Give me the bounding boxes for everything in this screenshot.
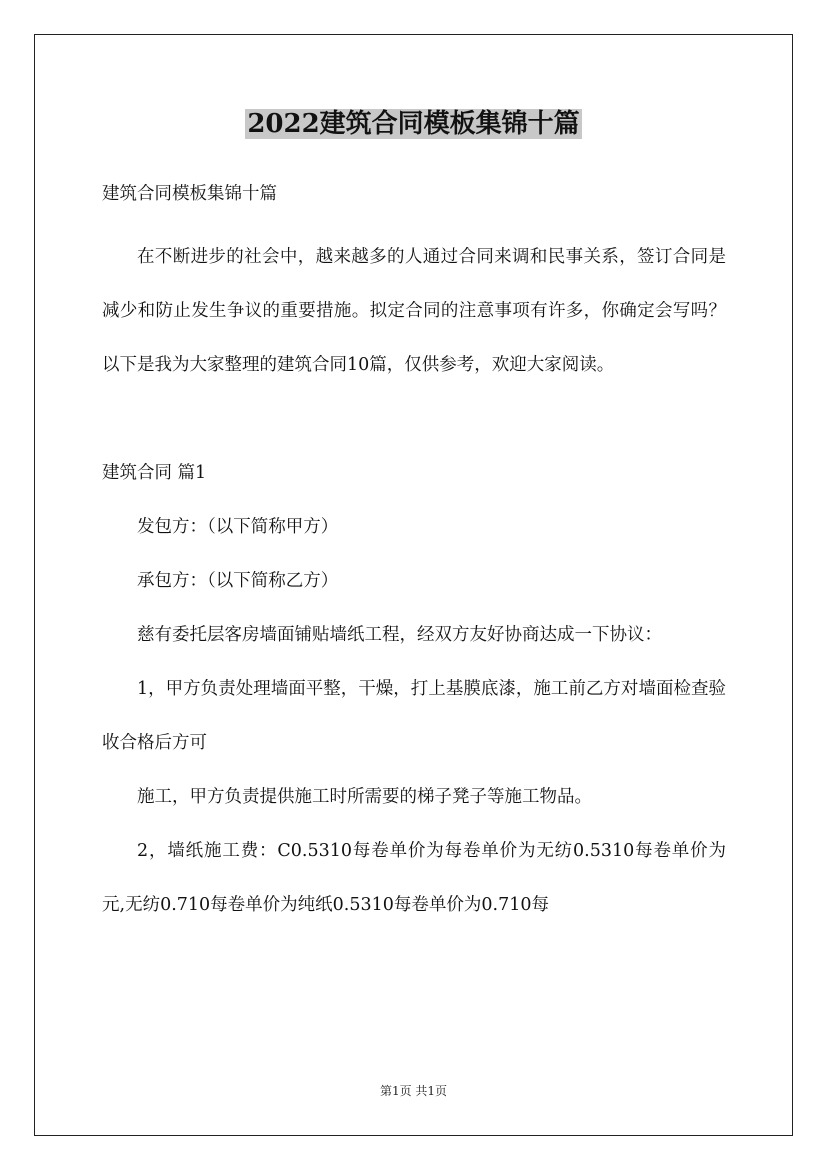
page-number-footer: 第1页 共1页	[379, 1084, 448, 1098]
party-a-line: 发包方：（以下简称甲方）	[137, 517, 339, 537]
document-subtitle: 建筑合同模板集锦十篇	[102, 184, 277, 204]
clause-1-paragraph: 1，甲方负责处理墙面平整，干燥，打上基膜底漆，施工前乙方对墙面检查验收合格后方可	[102, 679, 726, 753]
document-title: 2022建筑合同模板集锦十篇	[247, 109, 580, 139]
clause-2-paragraph: 2，墙纸施工费：C0.5310每卷单价为每卷单价为无纺0.5310每卷单价为元,无纺0.710每卷单价为纯纸0.5310每卷单价为0.710每	[102, 841, 726, 915]
document-body	[102, 178, 726, 932]
intro-paragraph: 在不断进步的社会中，越来越多的人通过合同来调和民事关系，签订合同是减少和防止发生争议的重要措施。拟定合同的注意事项有许多，你确定会写吗？以下是我为大家整理的建筑合同10篇，仅供参考，欢迎大家阅读。	[102, 247, 726, 375]
section-heading: 建筑合同 篇1	[102, 463, 207, 483]
clause-1-continued: 施工，甲方负责提供施工时所需要的梯子凳子等施工物品。	[137, 787, 592, 807]
agreement-paragraph: 慈有委托层客房墙面铺贴墙纸工程，经双方友好协商达成一下协议：	[137, 625, 662, 645]
party-b-line: 承包方：（以下简称乙方）	[137, 571, 339, 591]
